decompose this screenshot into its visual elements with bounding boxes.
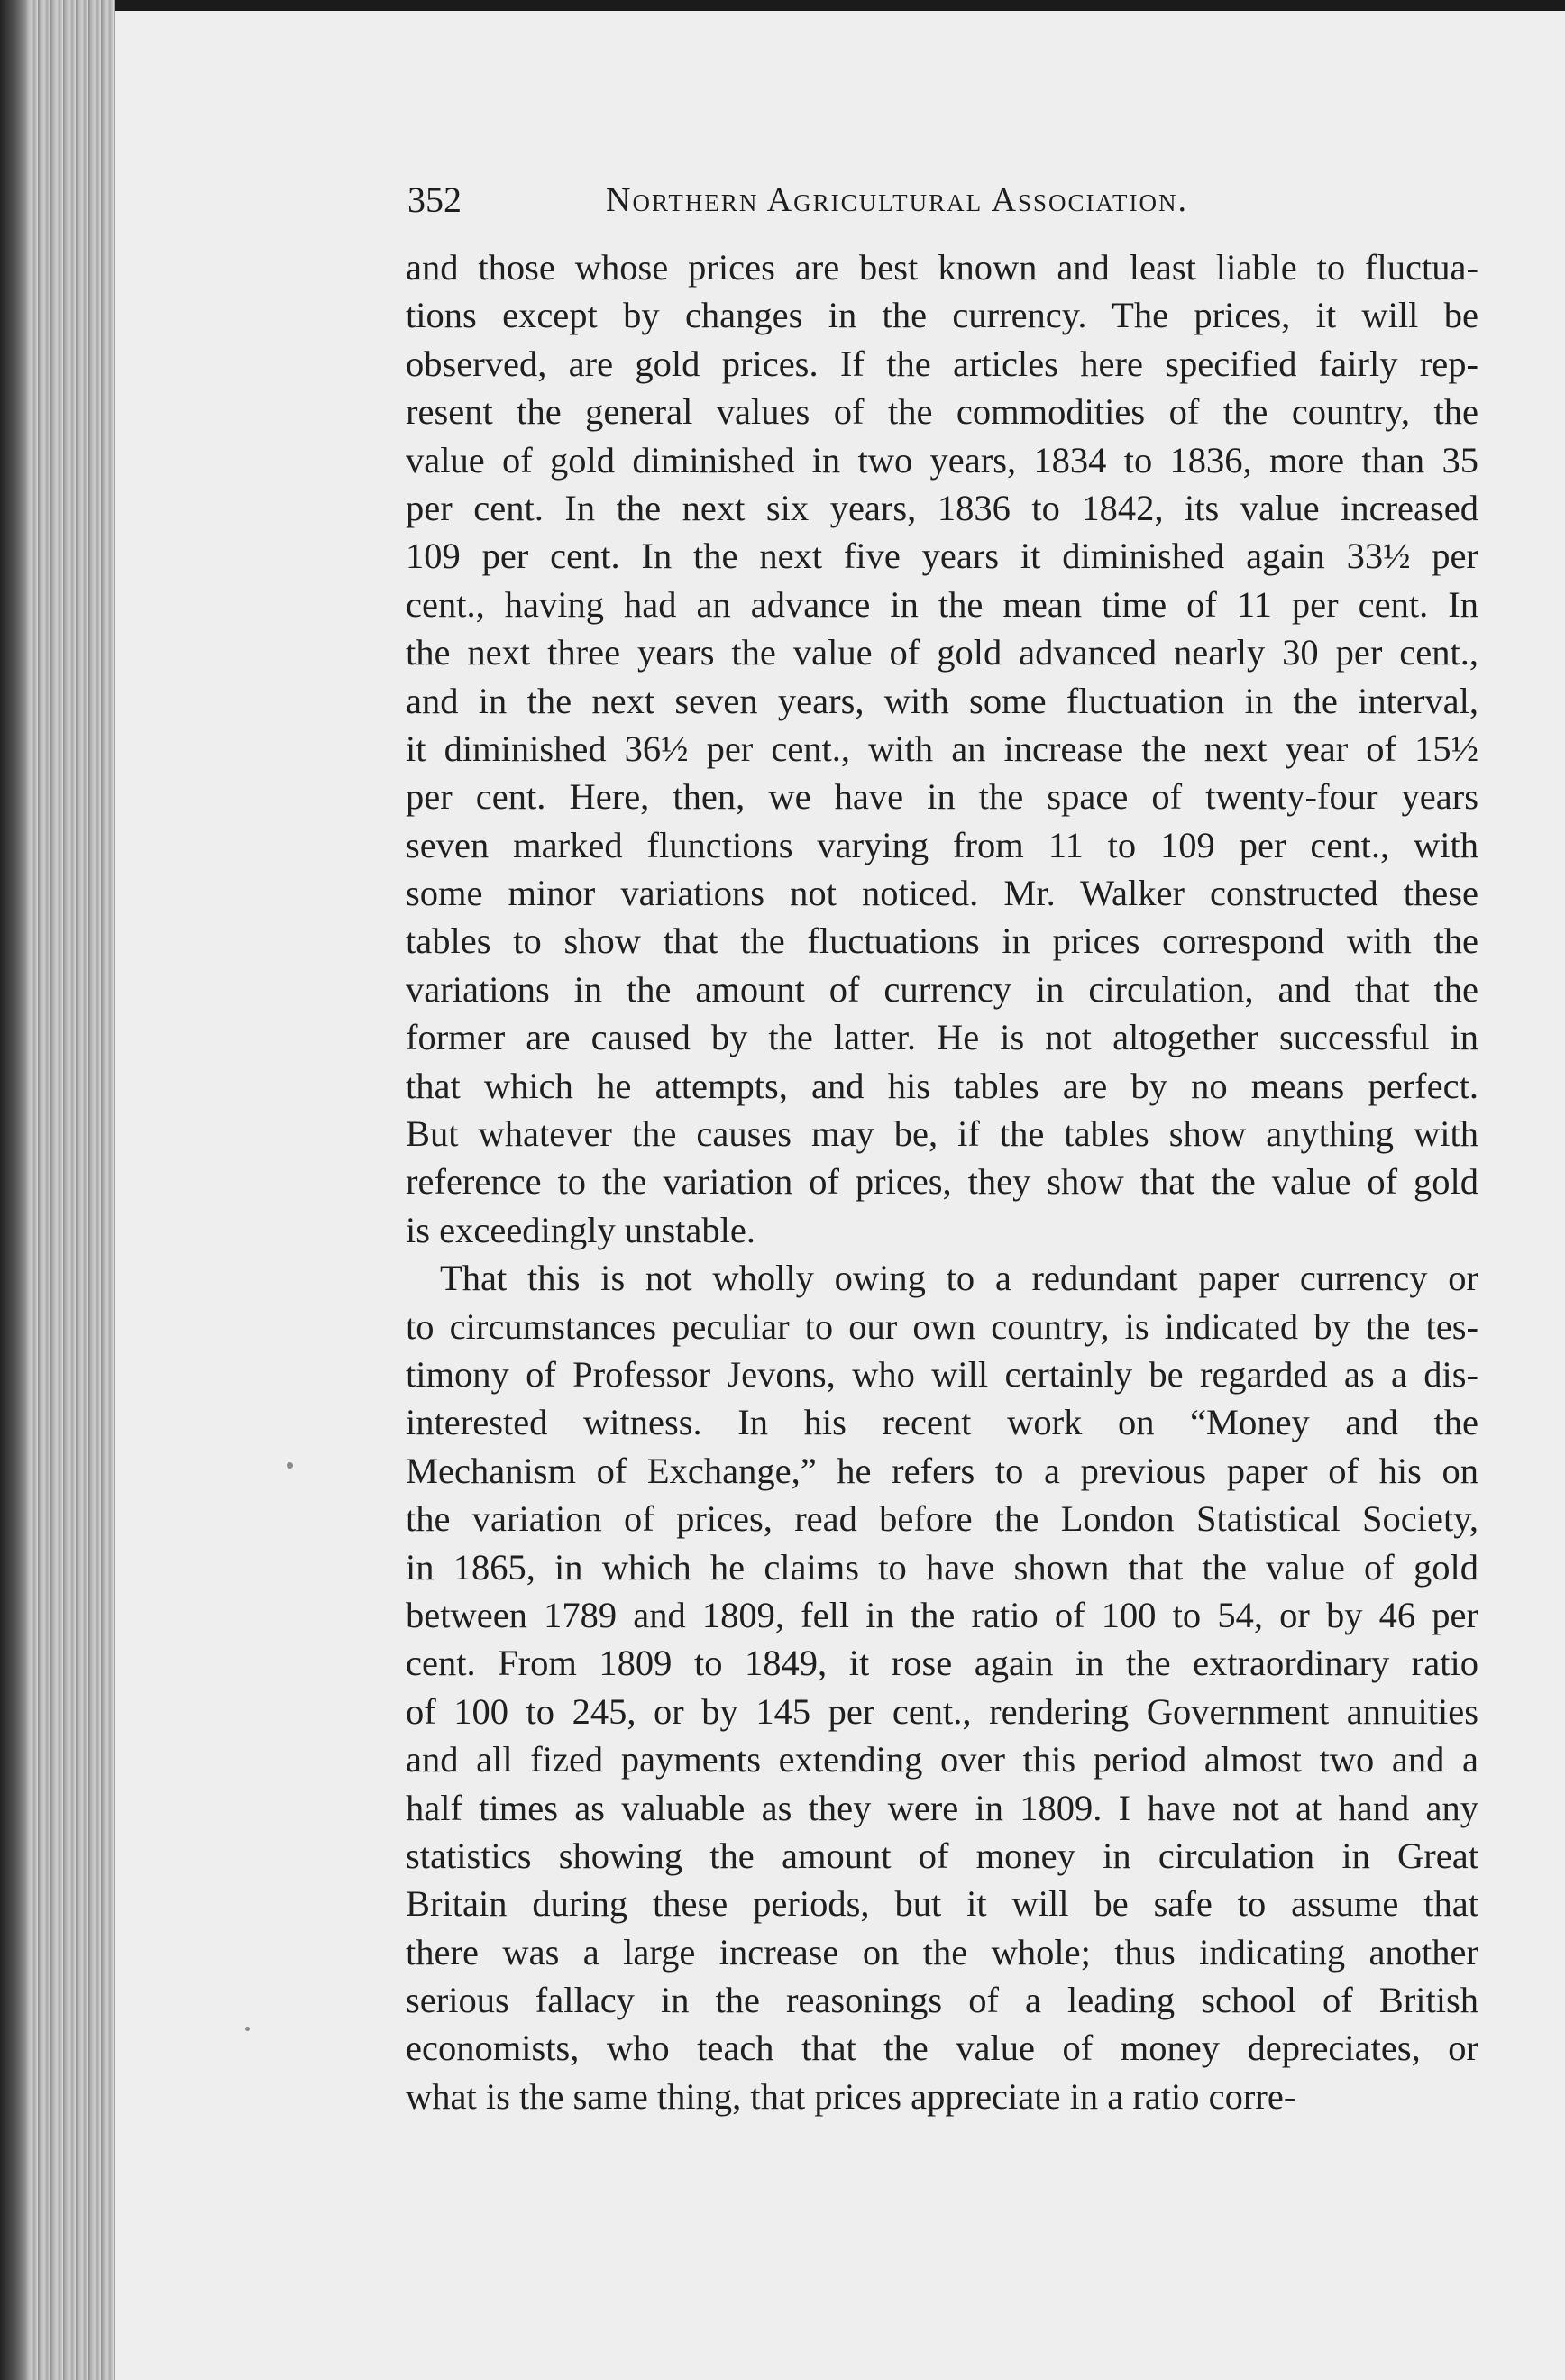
paragraph (406, 243, 1478, 1254)
text-line: statistics showing the amount of money in circulation in Great (406, 1835, 1478, 1876)
text-line: between 1789 and 1809, fell in the ratio of 100 to 54, or by 46 per (406, 1594, 1478, 1635)
text-line: to circumstances peculiar to our own country, is indicated by the tes- (406, 1305, 1478, 1347)
text-line: That this is not wholly owing to a redundant paper currency or (440, 1258, 1478, 1299)
text-line: some minor variations not noticed. Mr. Walker constructed these (406, 873, 1478, 914)
scan-speck (287, 1462, 293, 1469)
text-line: variations in the amount of currency in circulation, and that the (406, 968, 1478, 1010)
text-line: per cent. In the next six years, 1836 to 1842, its value increased (406, 487, 1478, 528)
text-line: that which he attempts, and his tables are by no means perfect. (406, 1065, 1478, 1106)
text-line: tables to show that the fluctuations in prices correspond with the (406, 920, 1478, 962)
running-head-title: Northern Agricultural Association. (606, 181, 1189, 219)
text-line: tions except by changes in the currency. The prices, it will be (406, 295, 1478, 336)
text-line: and in the next seven years, with some fluctuation in the interval, (406, 680, 1478, 721)
text-line: there was a large increase on the whole; thus indicating another (406, 1931, 1478, 1973)
text-line: resent the general values of the commodities of the country, the (406, 391, 1478, 433)
text-line: former are caused by the latter. He is not altogether successful in (406, 1017, 1478, 1058)
text-line: timony of Professor Jevons, who will certainly be regarded as a dis- (406, 1353, 1478, 1395)
text-line: Mechanism of Exchange,” he refers to a previous paper of his on (406, 1450, 1478, 1491)
text-line: interested witness. In his recent work on “Money and the (406, 1402, 1478, 1443)
text-line: observed, are gold prices. If the articles here specified fairly rep- (406, 343, 1478, 384)
paragraph (406, 1254, 1478, 2120)
text-line: and all fized payments extending over this period almost two and a (406, 1739, 1478, 1780)
text-line: the next three years the value of gold advanced nearly 30 per cent., (406, 632, 1478, 673)
text-line: half times as valuable as they were in 1809. I have not at hand any (406, 1787, 1478, 1828)
text-line: 109 per cent. In the next five years it diminished again 33½ per (406, 536, 1478, 577)
text-line: value of gold diminished in two years, 1834 to 1836, more than 35 (406, 439, 1478, 481)
text-line: cent., having had an advance in the mean time of 11 per cent. In (406, 583, 1478, 625)
text-line: serious fallacy in the reasonings of a leading school of British (406, 1980, 1478, 2021)
text-line: in 1865, in which he claims to have shown that the value of gold (406, 1546, 1478, 1588)
text-line: economists, who teach that the value of money depreciates, or (406, 2028, 1478, 2069)
text-line: it diminished 36½ per cent., with an increase the next year of 15½ (406, 728, 1478, 769)
text-line: seven marked flunctions varying from 11 to 109 per cent., with (406, 824, 1478, 865)
text-line: But whatever the causes may be, if the tables show anything with (406, 1113, 1478, 1155)
text-line: the variation of prices, read before the London Statistical Society, (406, 1498, 1478, 1540)
text-line: what is the same thing, that prices appreciate in a ratio corre- (406, 2075, 1296, 2117)
scan-speck (245, 2027, 250, 2031)
text-line: cent. From 1809 to 1849, it rose again in the extraordinary ratio (406, 1643, 1478, 1684)
book-spine-shadow (0, 0, 25, 2380)
text-line: Britain during these periods, but it will be safe to assume that (406, 1883, 1478, 1925)
body-text (406, 243, 1478, 2120)
running-head (407, 178, 1471, 229)
text-line: and those whose prices are best known and least liable to fluctua- (406, 247, 1478, 288)
text-line: is exceedingly unstable. (406, 1209, 756, 1250)
page-number: 352 (407, 179, 462, 220)
text-line: reference to the variation of prices, they show that the value of gold (406, 1161, 1478, 1203)
scan-top-border (0, 0, 1565, 11)
text-line: of 100 to 245, or by 145 per cent., rendering Government annuities (406, 1690, 1478, 1732)
text-line: per cent. Here, then, we have in the space of twenty-four years (406, 776, 1478, 818)
